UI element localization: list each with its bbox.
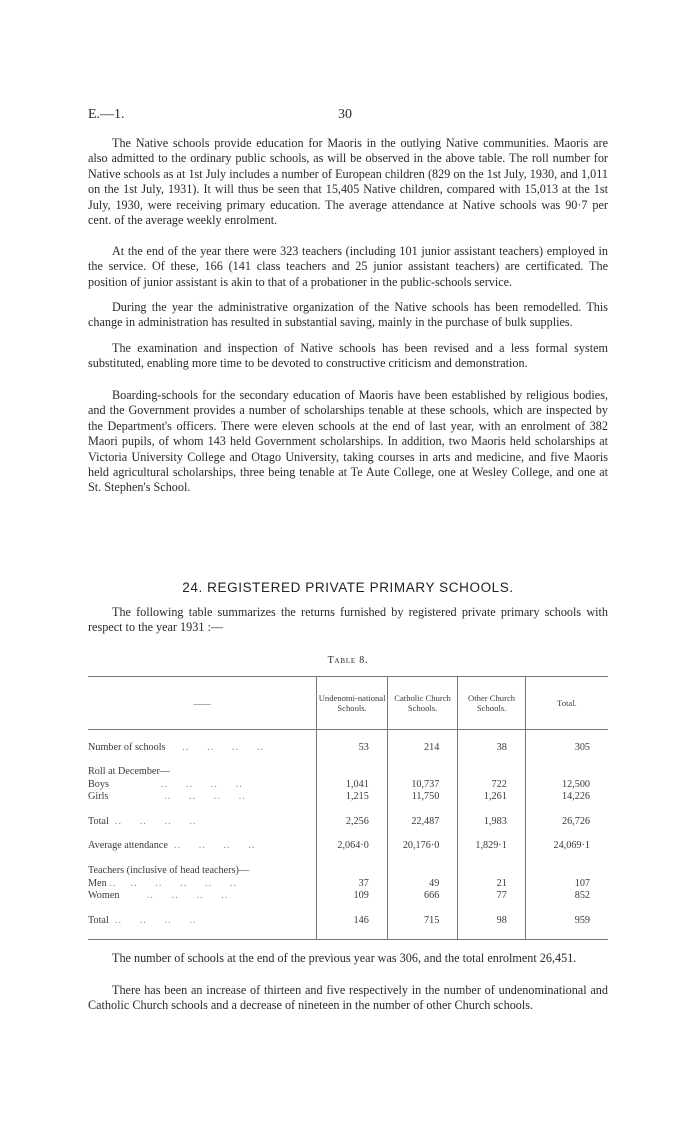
document-reference: E.—1. — [88, 107, 125, 122]
table-row: Boys .. .. .. .. 1,041 10,737 722 12,500 — [88, 779, 608, 792]
table-cell: 20,176·0 — [387, 840, 458, 853]
table-row — [88, 865, 608, 878]
table-row: Average attendance .. .. .. .. 2,064·0 20,176·0 1,829·1 24,069·1 — [88, 840, 608, 853]
table-cell: 49 — [387, 878, 458, 891]
table-cell: 1,829·1 — [458, 840, 525, 853]
table-cell: 21 — [458, 878, 525, 891]
paragraph-administration: During the year the administrative organization of the Native schools has been remodelled. This change in administration has resulted in substantial saving, mainly in the purchase of bulk supplies. — [88, 300, 608, 330]
table-cell: 1,215 — [317, 791, 387, 804]
table-row: Men .. .. .. .. .. .. 37 49 21 107 — [88, 878, 608, 891]
paragraph-boarding-schools: Boarding-schools for the secondary education of Maoris have been established by religious bodies, and the Government provides a number of scholarships tenable at these schools, which are inspected by the Department's officers. There were eleven schools at the end of last year, with an enrolment of 382 Maori pupils, of whom 143 held Government scholarships. In addition, two Maoris held scholarships at Victoria University College and Otago University, taking courses in arts and medicine, and five Maoris held agricultural scholarships, three being tenable at Te Aute College, one at Wesley College, and one at St. Stephen's School. — [88, 388, 608, 495]
table-cell: 852 — [525, 890, 608, 903]
header-total: Total. — [525, 677, 608, 730]
table-cell: 2,256 — [317, 816, 387, 829]
paragraph-examination: The examination and inspection of Native schools has been revised and a less formal system substituted, enabling more time to be devoted to constructive criticism and demonstration. — [88, 341, 608, 371]
table-header-row — [88, 677, 608, 730]
table-cell: 666 — [387, 890, 458, 903]
table-cell: 959 — [525, 915, 608, 928]
row-label: Average attendance — [88, 840, 168, 852]
table-row: Total .. .. .. .. 146 715 98 959 — [88, 915, 608, 928]
table-cell: 107 — [525, 878, 608, 891]
table-cell: 1,983 — [458, 816, 525, 829]
row-label: Total — [88, 815, 109, 827]
header-other-church: Other Church Schools. — [458, 677, 525, 730]
private-schools-table — [88, 676, 608, 940]
table-cell: 98 — [458, 915, 525, 928]
table-cell: 12,500 — [525, 779, 608, 792]
header-undenominational: Undenomi-national Schools. — [317, 677, 387, 730]
row-label: Women — [88, 890, 120, 902]
table-cell: 24,069·1 — [525, 840, 608, 853]
table-row: Number of schools .. .. .. .. 53 214 38 305 — [88, 742, 608, 755]
table-cell: 722 — [458, 779, 525, 792]
row-label: Girls — [88, 791, 109, 803]
table-cell: 305 — [525, 742, 608, 755]
paragraph-previous-year: The number of schools at the end of the previous year was 306, and the total enrolment 26,451. — [112, 951, 577, 965]
table-cell: 715 — [387, 915, 458, 928]
section-heading: 24. REGISTERED PRIVATE PRIMARY SCHOOLS. — [182, 580, 514, 595]
table-row: Girls .. .. .. .. 1,215 11,750 1,261 14,226 — [88, 791, 608, 804]
row-group-heading: Teachers (inclusive of head teachers)— — [88, 865, 250, 877]
table-row: Women .. .. .. .. 109 666 77 852 — [88, 890, 608, 903]
table-cell: 1,261 — [458, 791, 525, 804]
table-caption: Table 8. — [327, 655, 369, 666]
header-catholic: Catholic Church Schools. — [387, 677, 458, 730]
table-cell: 26,726 — [525, 816, 608, 829]
table-cell: 146 — [317, 915, 387, 928]
table-row: Total .. .. .. .. 2,256 22,487 1,983 26,726 — [88, 816, 608, 829]
table-cell: 214 — [387, 742, 458, 755]
table-cell: 14,226 — [525, 791, 608, 804]
table-cell: 77 — [458, 890, 525, 903]
table-cell: 38 — [458, 742, 525, 755]
row-label: Men — [88, 877, 107, 889]
paragraph-increase: There has been an increase of thirteen and five respectively in the number of undenominational and Catholic Church schools and a decrease of nineteen in the number of other Church schools. — [88, 983, 608, 1013]
table-cell: 53 — [317, 742, 387, 755]
table-cell: 1,041 — [317, 779, 387, 792]
row-group-heading: Roll at December— — [88, 766, 171, 778]
table-cell: 37 — [317, 878, 387, 891]
header-corner: —— — [88, 677, 317, 730]
row-label: Boys — [88, 778, 109, 790]
table-cell: 10,737 — [387, 779, 458, 792]
table-cell: 22,487 — [387, 816, 458, 829]
section-intro: The following table summarizes the returns furnished by registered private primary schools with respect to the year 1931 :— — [88, 605, 608, 635]
table-row — [88, 766, 608, 779]
row-label: Number of schools — [88, 741, 166, 753]
paragraph-teachers: At the end of the year there were 323 teachers (including 101 junior assistant teachers) employed in the service. Of these, 166 (141 class teachers and 25 junior assistant teachers) are certificated. The position of junior assistant is akin to that of a probationer in the public-schools service. — [88, 244, 608, 289]
paragraph-native-schools: The Native schools provide education for Maoris in the outlying Native communities. Maoris are also admitted to the ordinary public schools, as will be observed in the above table. The roll number for Native schools as at 1st July includes a number of European children (829 on the 1st July, 1930, and 1,011 on the 1st July, 1931). It will thus be seen that 15,405 Native children, compared with 15,013 at the 1st July, 1930, were receiving primary education. The average attendance at Native schools was 90·7 per cent. of the average weekly enrolment. — [88, 136, 608, 228]
row-label: Total — [88, 914, 109, 926]
page-number: 30 — [338, 107, 352, 122]
table-cell: 11,750 — [387, 791, 458, 804]
table-cell: 2,064·0 — [317, 840, 387, 853]
table-cell: 109 — [317, 890, 387, 903]
